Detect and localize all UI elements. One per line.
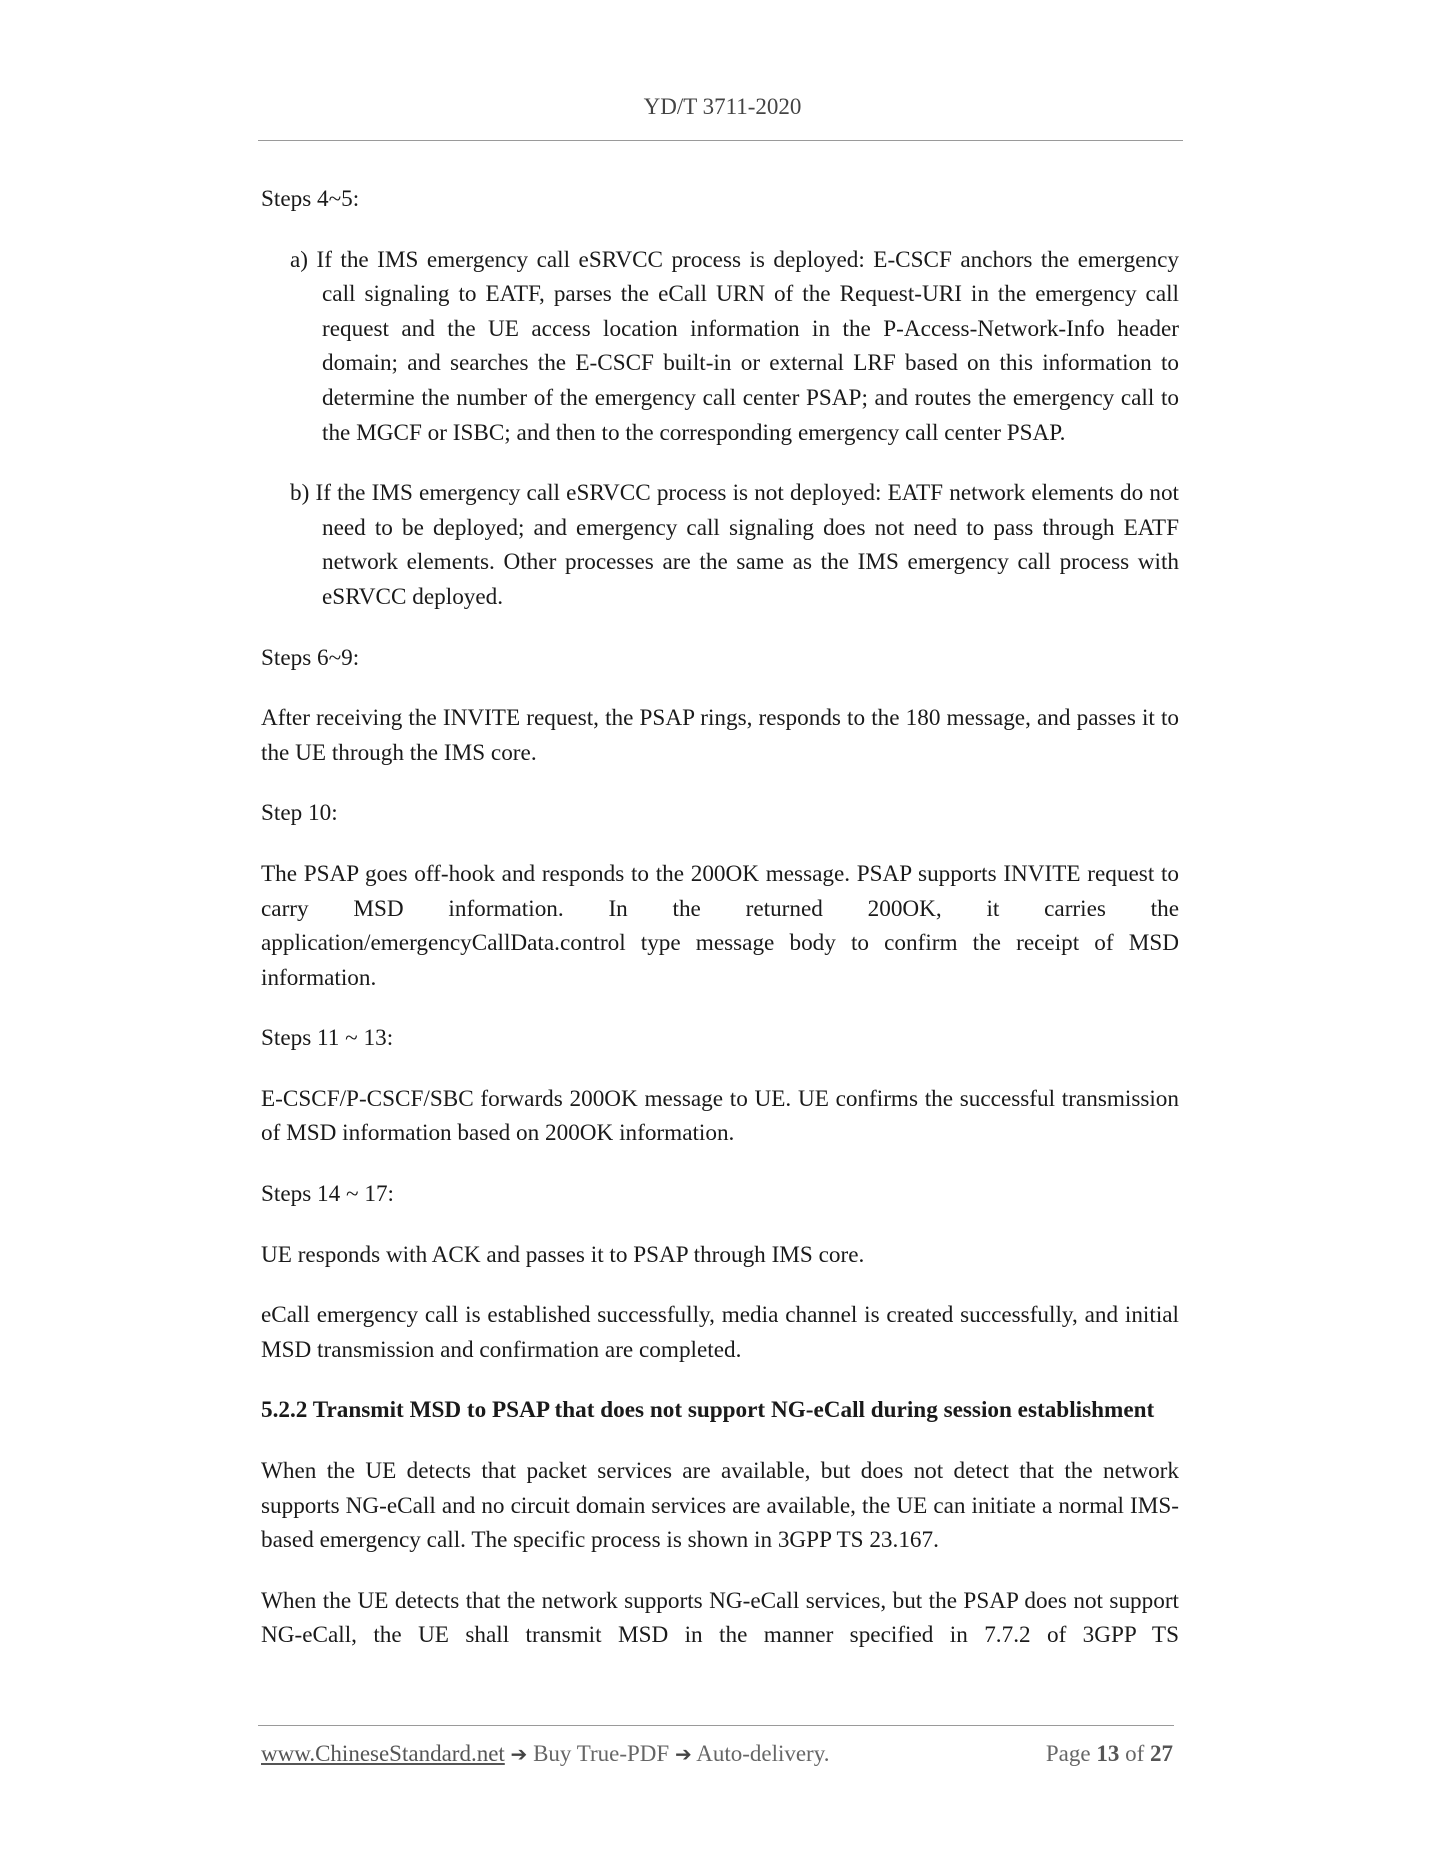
- steps-11-13-label: Steps 11 ~ 13:: [261, 1025, 394, 1052]
- arrow-right-icon: ➔: [674, 1742, 692, 1766]
- steps-6-9-label: Steps 6~9:: [261, 644, 360, 671]
- steps-6-9-text: After receiving the INVITE request, the PSAP rings, responds to the 180 message, and passes it to the UE through the IMS core.: [261, 705, 1179, 766]
- paragraph-ue-detects-network: When the UE detects that the network supports NG-eCall services, but the PSAP does not support NG-eCall, the UE shall transmit MSD in the manner specified in 7.7.2 of 3GPP TS: [261, 1587, 1179, 1649]
- steps-14-17-label: Steps 14 ~ 17:: [261, 1181, 394, 1208]
- list-item-a: a) If the IMS emergency call eSRVCC process is deployed: E-CSCF anchors the emergency call signaling to EATF, parses the eCall URN of the Request-URI in the emergency call request and the UE access location information in the P-Access-Network-Info header domain; and searches the E-CSCF built-in or external LRF based on this information to determine the number of the emergency call center PSAP; and routes the emergency call to the MGCF or ISBC; and then to the corresponding emergency call center PSAP.: [290, 246, 1179, 446]
- steps-4-5-label: Steps 4~5:: [261, 186, 360, 212]
- page-label: Page: [1045, 1741, 1091, 1766]
- paragraph-ue-detects-packet: When the UE detects that packet services are available, but does not detect that the network supports NG-eCall and no circuit domain services are available, the UE can initiate a normal IMS-based emergency call. The specific process is shown in 3GPP TS 23.167.: [261, 1458, 1179, 1554]
- page-current: 13: [1096, 1741, 1120, 1766]
- footer-divider: [258, 1725, 1174, 1726]
- list-item-b: b) If the IMS emergency call eSRVCC process is not deployed: EATF network elements do not need to be deployed; and emergency call signaling does not need to pass through EATF network elements. Other processes are the same as the IMS emergency call process with eSRVCC deployed.: [290, 480, 1179, 610]
- auto-delivery-text: Auto-delivery.: [696, 1741, 830, 1766]
- document-body: [261, 182, 1179, 1679]
- page-number: [1046, 1741, 1173, 1767]
- arrow-right-icon: ➔: [510, 1742, 528, 1766]
- step-10-text: The PSAP goes off-hook and responds to the 200OK message. PSAP supports INVITE request to carry MSD information. In the returned 200OK, it carries the application/emergencyCallData.control type message body to confirm the receipt of MSD information.: [261, 860, 1179, 991]
- footer-promo: [261, 1741, 829, 1767]
- section-heading-5-2-2: 5.2.2 Transmit MSD to PSAP that does not support NG-eCall during session establishment: [261, 1397, 1155, 1424]
- buy-true-pdf-text: Buy True-PDF: [533, 1741, 670, 1766]
- steps-11-13-text: E-CSCF/P-CSCF/SBC forwards 200OK message to UE. UE confirms the successful transmission of MSD information based on 200OK information.: [261, 1085, 1179, 1147]
- header-divider: [258, 140, 1183, 141]
- steps-14-17-text: UE responds with ACK and passes it to PSAP through IMS core.: [261, 1241, 865, 1268]
- step-10-label: Step 10:: [261, 800, 338, 827]
- site-link[interactable]: www.ChineseStandard.net: [261, 1741, 505, 1766]
- ecall-established-text: eCall emergency call is established successfully, media channel is created successfully, and initial MSD transmission and confirmation are completed.: [261, 1302, 1179, 1363]
- page-total: 27: [1150, 1741, 1173, 1766]
- page-of-label: of: [1125, 1741, 1145, 1766]
- page-header-standard-code: YD/T 3711-2020: [643, 94, 802, 119]
